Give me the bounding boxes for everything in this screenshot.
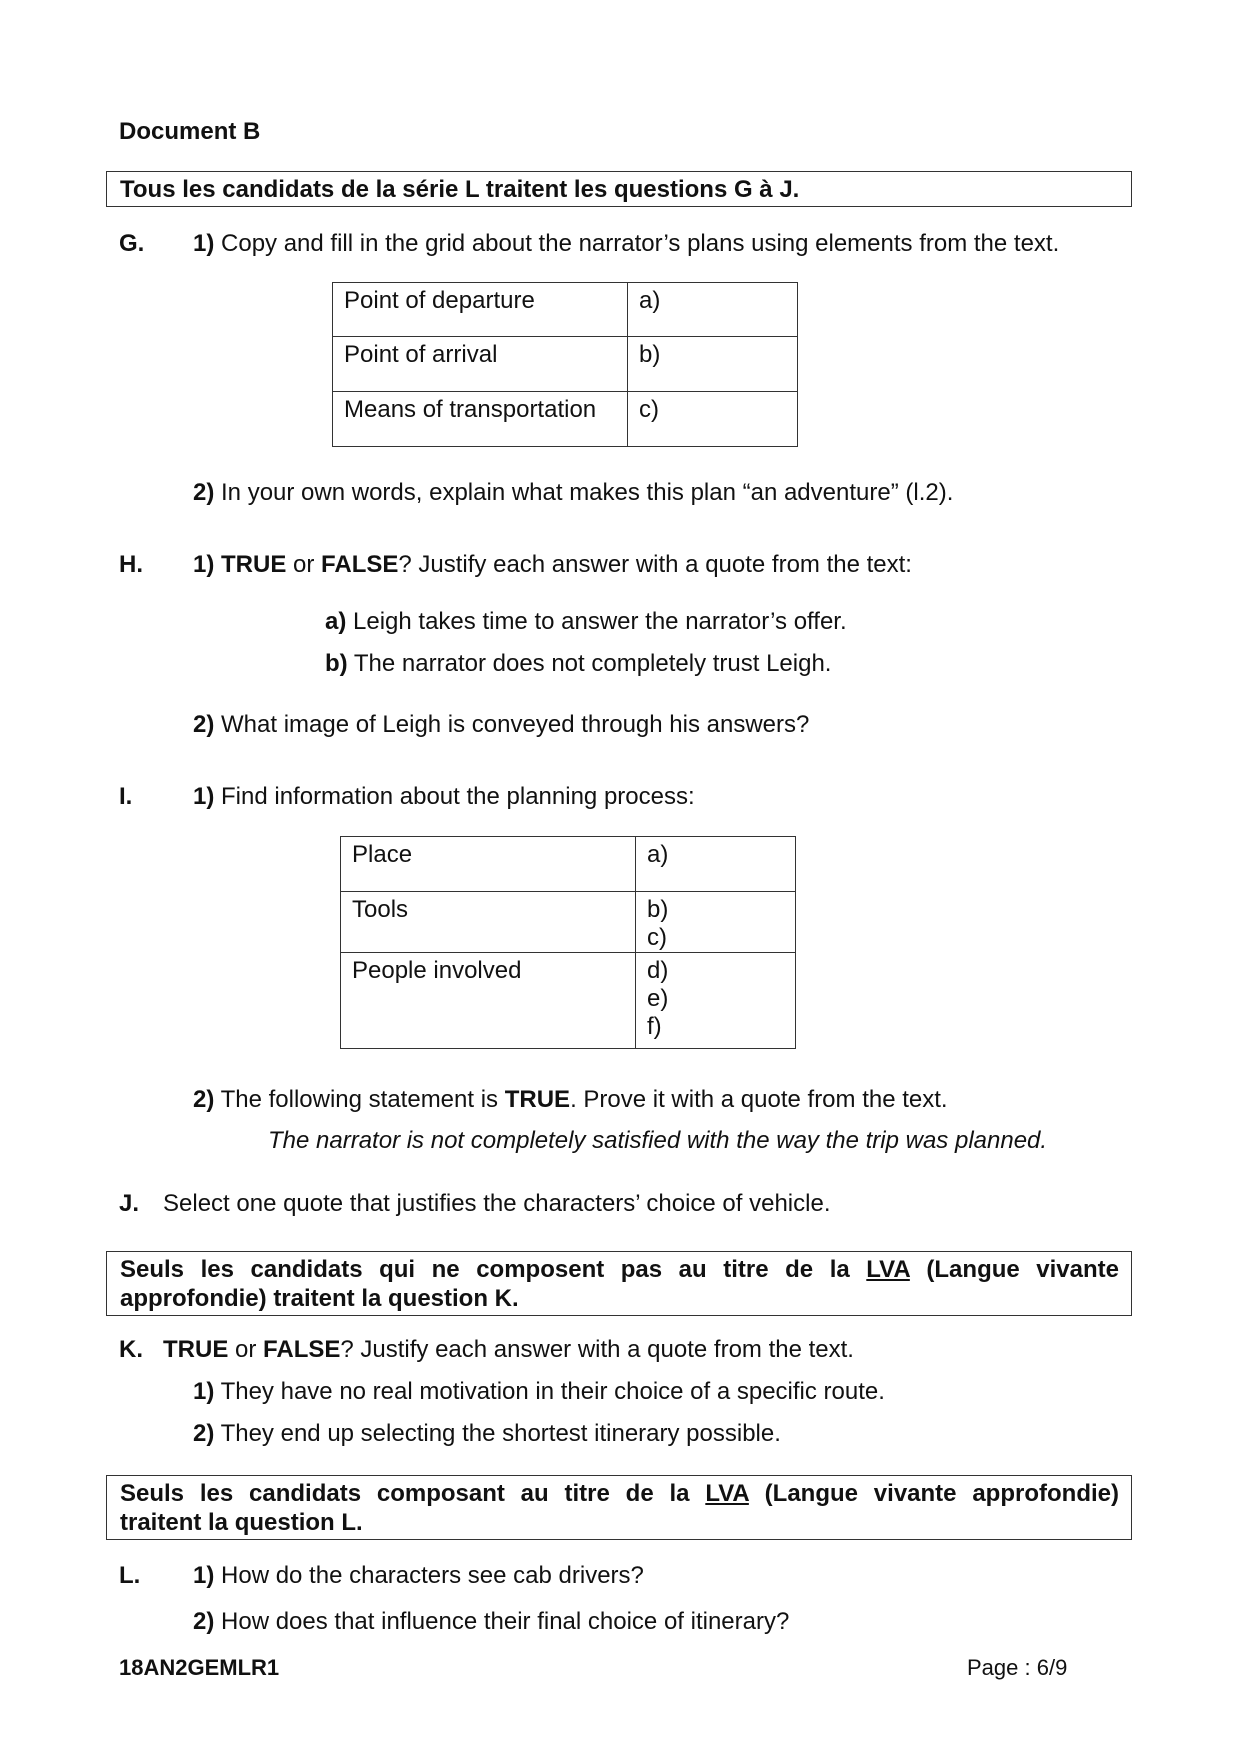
grid-i-answer: a) (647, 841, 669, 868)
item-number: 2) (193, 1420, 215, 1447)
question-g1 (193, 230, 1059, 258)
question-i1-number: 1) (193, 783, 215, 810)
banner-l-line1 (120, 1479, 1119, 1508)
question-letter-i: I. (119, 783, 133, 810)
instruction-banner-k (106, 1251, 1132, 1316)
grid-i-label: People involved (341, 953, 636, 1049)
question-l-item (193, 1562, 644, 1590)
question-h2-text: What image of Leigh is conveyed through his answers? (221, 711, 810, 738)
grid-i-row (341, 892, 796, 953)
banner-gj-text: Tous les candidats de la série L traitent les questions G à J. (120, 176, 800, 203)
grid-i-answers (636, 892, 796, 953)
banner-l-text: (Langue vivante approfondie) (764, 1480, 1119, 1507)
grid-g-row (333, 283, 798, 337)
question-k (163, 1336, 854, 1364)
or-word: or (293, 551, 315, 578)
question-h1 (193, 551, 912, 579)
banner-l-text: Seuls les candidats composant au titre de la (120, 1480, 690, 1507)
page-number: Page : 6/9 (967, 1655, 1068, 1680)
question-k-item (193, 1420, 781, 1448)
question-g2-text: In your own words, explain what makes this plan “an adventure” (l.2). (221, 479, 954, 506)
question-i1-text: Find information about the planning process: (221, 783, 695, 810)
grid-g-label: Point of arrival (333, 337, 628, 392)
grid-i-label: Place (341, 837, 636, 892)
or-word: or (235, 1336, 257, 1363)
question-h2-number: 2) (193, 711, 215, 738)
true-word: TRUE (504, 1086, 571, 1113)
grid-i-answers (636, 953, 796, 1049)
grid-narrator-plans (332, 282, 798, 447)
grid-g-row (333, 337, 798, 392)
document-code: 18AN2GEMLR1 (119, 1655, 280, 1680)
item-text: How does that influence their final choice of itinerary? (221, 1608, 790, 1635)
grid-planning-process (340, 836, 796, 1049)
question-letter-j: J. (119, 1190, 140, 1217)
question-i2-text-pre: The following statement is (220, 1086, 499, 1113)
question-letter-l: L. (119, 1562, 141, 1589)
true-word: TRUE (163, 1336, 229, 1363)
grid-i-row (341, 953, 796, 1049)
instruction-banner-gj (106, 171, 1132, 207)
grid-g-row (333, 392, 798, 447)
question-i2-text-post: . Prove it with a quote from the text. (570, 1086, 948, 1113)
question-g1-number: 1) (193, 230, 215, 257)
document-heading: Document B (119, 118, 261, 145)
grid-i-answer: d) (647, 957, 669, 984)
question-i2 (193, 1086, 948, 1114)
question-h2 (193, 711, 809, 739)
question-i2-number: 2) (193, 1086, 215, 1113)
grid-g-answer: a) (628, 283, 798, 337)
grid-i-answer: c) (647, 924, 667, 951)
banner-l-line2: traitent la question L. (120, 1509, 363, 1536)
item-text: They have no real motivation in their choice of a specific route. (220, 1378, 885, 1405)
question-letter-g: G. (119, 230, 145, 257)
banner-k-text: Seuls les candidats qui ne composent pas au titre de la (120, 1256, 850, 1283)
question-g1-text: Copy and fill in the grid about the narrator’s plans using elements from the text. (221, 230, 1060, 257)
instruction-banner-l (106, 1475, 1132, 1540)
grid-g-answer: b) (628, 337, 798, 392)
banner-k-text: (Langue vivante (926, 1256, 1120, 1283)
item-text: How do the characters see cab drivers? (221, 1562, 644, 1589)
item-text: The narrator does not completely trust Leigh. (353, 650, 832, 677)
statement-text: The narrator is not completely satisfied with the way the trip was planned. (268, 1127, 1048, 1154)
question-l-item (193, 1608, 789, 1636)
question-letter-k: K. (119, 1336, 143, 1363)
item-number: 2) (193, 1608, 215, 1635)
lva-abbreviation: LVA (705, 1480, 749, 1507)
question-g2 (193, 479, 953, 507)
banner-k-line1 (120, 1255, 1119, 1284)
question-h1-item (325, 608, 847, 636)
item-label: a) (325, 608, 347, 635)
grid-i-label: Tools (341, 892, 636, 953)
banner-k-line2: approfondie) traitent la question K. (120, 1285, 519, 1312)
false-word: FALSE (321, 551, 399, 578)
question-k-text: ? Justify each answer with a quote from the text. (340, 1336, 854, 1363)
grid-i-answer: e) (647, 985, 669, 1012)
false-word: FALSE (263, 1336, 341, 1363)
question-j-text: Select one quote that justifies the characters’ choice of vehicle. (163, 1190, 831, 1217)
grid-i-answers (636, 837, 796, 892)
question-h1-number: 1) (193, 551, 215, 578)
true-word: TRUE (221, 551, 287, 578)
question-h1-item (325, 650, 831, 678)
grid-g-answer: c) (628, 392, 798, 447)
item-number: 1) (193, 1562, 215, 1589)
question-letter-h: H. (119, 551, 143, 578)
question-i1 (193, 783, 695, 811)
item-label: b) (325, 650, 348, 677)
grid-i-answer: f) (647, 1013, 662, 1040)
grid-i-answer: b) (647, 896, 669, 923)
question-g2-number: 2) (193, 479, 215, 506)
grid-i-row (341, 837, 796, 892)
question-h1-text: ? Justify each answer with a quote from the text: (398, 551, 912, 578)
item-text: Leigh takes time to answer the narrator’s offer. (353, 608, 847, 635)
grid-g-label: Means of transportation (333, 392, 628, 447)
lva-abbreviation: LVA (866, 1256, 910, 1283)
item-text: They end up selecting the shortest itinerary possible. (220, 1420, 781, 1447)
grid-g-label: Point of departure (333, 283, 628, 337)
item-number: 1) (193, 1378, 215, 1405)
question-k-item (193, 1378, 885, 1406)
